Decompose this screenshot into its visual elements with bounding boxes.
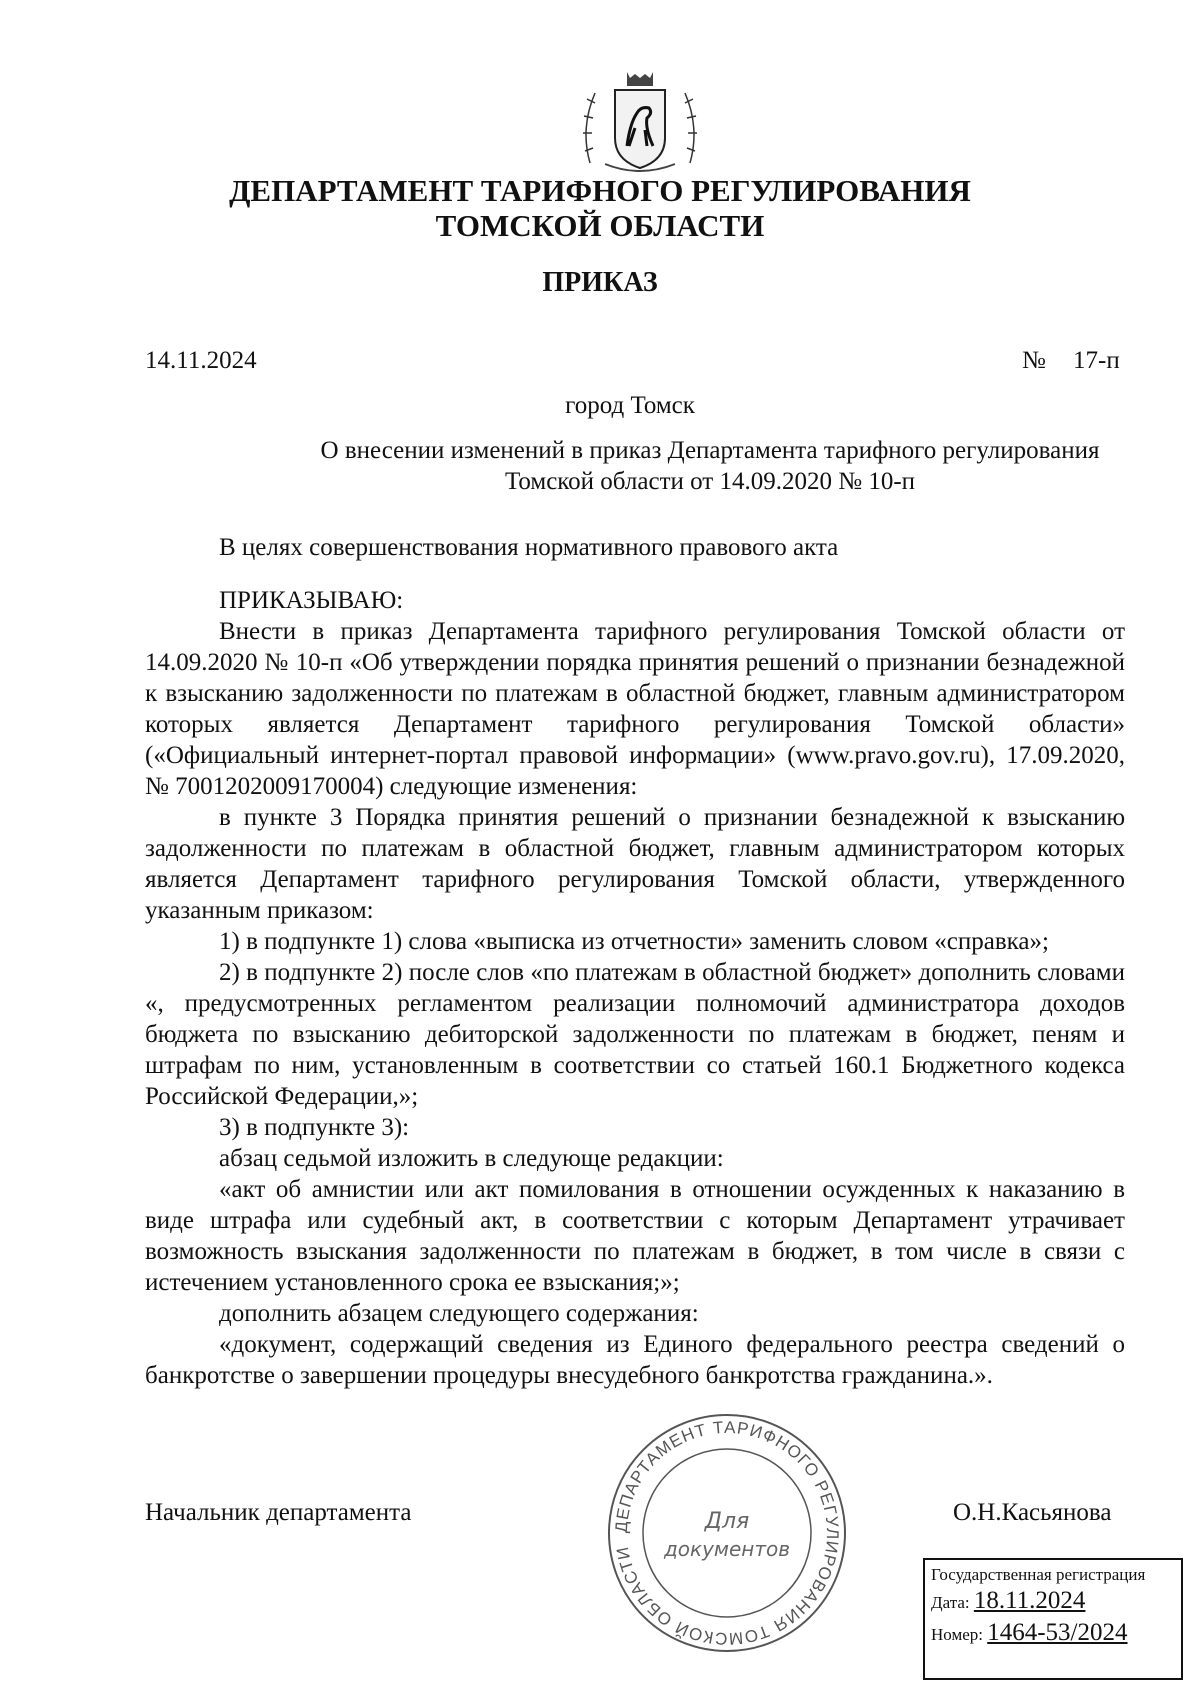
order-date: 14.11.2024 [145,347,257,374]
registration-box [923,1558,1183,1680]
registration-date-label: Дата: [931,1593,970,1612]
body-paragraph: дополнить абзацем следующего содержания: [219,1300,699,1327]
department-name-line1: ДЕПАРТАМЕНТ ТАРИФНОГО РЕГУЛИРОВАНИЯ [229,173,971,208]
official-stamp [604,1410,850,1656]
body-paragraph: абзац седьмой изложить в следующе редакции: [219,1145,724,1172]
stamp-center-line2: документов [663,1537,791,1561]
order-word: ПРИКАЗЫВАЮ: [219,587,404,614]
coat-of-arms-icon [575,68,705,178]
body-paragraph: в пункте 3 Порядка принятия решений о признании безнадежной к взысканию задолженности по платежам в областной бюджет, главным администратором которых является Департамент тарифного регулирования Томской области, утвержденного указанным приказом: [145,804,1125,924]
body-paragraph: Внести в приказ Департамента тарифного регулирования Томской области от 14.09.2020 № 10-п «Об утверждении порядка принятия решений о признании безнадежной к взысканию задолженности по платежам в областной бюджет, главным администратором которых является Департамент тарифного регулирования Томской области» («Официальный интернет-портал правовой информации» (www.pravo.gov.ru), 17.09.2020, № 7001202009170004) следующие изменения: [145,618,1125,800]
subject-line1: О внесении изменений в приказ Департамента тарифного регулирования [320,437,1100,464]
registration-number-label: Номер: [931,1625,983,1644]
body-paragraph: 1) в подпункте 1) слова «выписка из отчетности» заменить словом «справка»; [219,928,1049,955]
body-paragraph: 3) в подпункте 3): [219,1114,410,1141]
order-number-sign: № [1022,347,1046,374]
preamble: В целях совершенствования нормативного правового акта [219,534,839,561]
signatory-name: О.Н.Касьянова [953,1499,1112,1526]
body-paragraph: «акт об амнистии или акт помилования в отношении осужденных к наказанию в виде штрафа или судебный акт, в соответствии с которым Департамент утрачивает возможность взыскания задолженности по платежам в бюджет, в том числе в связи с истечением установленного срока ее взыскания;»; [145,1176,1125,1296]
order-number: 17-п [1073,347,1120,374]
registration-heading: Государственная регистрация [931,1565,1146,1584]
body-paragraph: «документ, содержащий сведения из Единого федерального реестра сведений о банкротстве о завершении процедуры внесудебного банкротства гражданина.». [145,1331,1125,1389]
registration-number-value: 1464-53/2024 [987,1619,1128,1646]
body-paragraph: 2) в подпункте 2) после слов «по платежам в областной бюджет» дополнить словами «, предусмотренных регламентом реализации полномочий администратора доходов бюджета по взысканию дебиторской задолженности по платежам в бюджет, пеням и штрафам по ним, установленным в соответствии со статьей 160.1 Бюджетного кодекса Российской Федерации,»; [145,959,1125,1110]
subject-line2: Томской области от 14.09.2020 № 10-п [504,468,916,495]
stamp-ring-text: ДЕПАРТАМЕНТ ТАРИФНОГО РЕГУЛИРОВАНИЯ ТОМСКОЙ ОБЛАСТИ [611,1417,843,1649]
stamp-center-line1: Для [704,1509,750,1534]
department-name-line2: ТОМСКОЙ ОБЛАСТИ [435,208,765,243]
document-body [145,532,1125,1391]
registration-number-row [931,1618,1175,1650]
registration-date-value: 18.11.2024 [973,1587,1086,1614]
city: город Томск [565,392,695,419]
signatory-position: Начальник департамента [145,1499,412,1526]
document-type: ПРИКАЗ [542,267,658,298]
registration-date-row [931,1586,1175,1618]
